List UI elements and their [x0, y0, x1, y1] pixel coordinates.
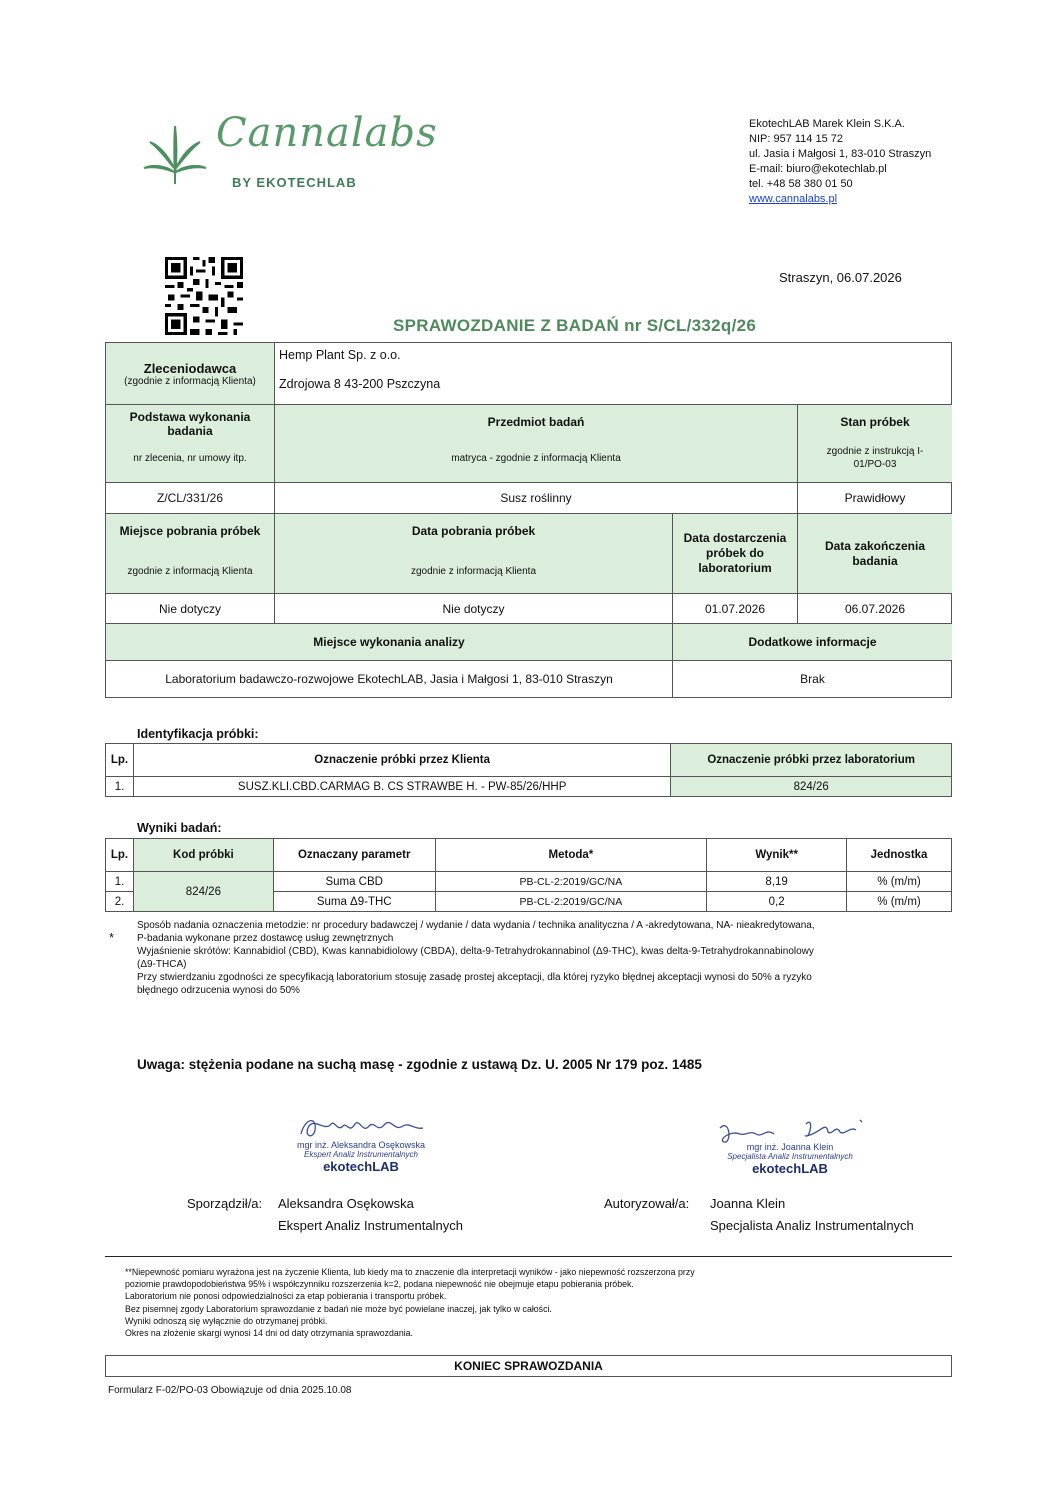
authorized-by-name: Joanna Klein [710, 1196, 786, 1211]
footer-line: Wyniki odnoszą się wyłącznie do otrzymanej próbki. [125, 1315, 328, 1326]
row-result: 8,19 [707, 872, 847, 892]
subject-header-cell [275, 405, 798, 483]
subject-header-sub: matryca - zgodnie z informacją Klienta [451, 453, 621, 464]
state-header-sub: zgodnie z instrukcją I-01/PO-03 [826, 446, 924, 470]
client-label-cell [106, 343, 275, 405]
left-stamp-name: mgr inż. Aleksandra Osękowska [296, 1140, 426, 1150]
footer-notes [125, 1266, 695, 1339]
left-stamp-role: Ekspert Analiz Instrumentalnych [304, 1150, 418, 1159]
company-line: E-mail: biuro@ekotechlab.pl [749, 163, 887, 175]
row-unit: % (m/m) [847, 872, 952, 892]
results-table [105, 838, 952, 912]
sampling-date-header-cell [275, 514, 673, 594]
report-date: Straszyn, 06.07.2026 [779, 270, 902, 285]
additional-info-header: Dodatkowe informacje [673, 624, 952, 661]
note-line: P-badania wykonane przez dostawcę usług zewnętrznych [137, 933, 394, 944]
authorized-by-label: Autoryzował/a: [604, 1196, 690, 1211]
basis-header-sub: nr zlecenia, nr umowy itp. [133, 453, 247, 464]
qr-code-icon [164, 257, 244, 335]
col-lp: Lp. [106, 744, 134, 777]
left-stamp-brand: ekotechLAB [323, 1159, 399, 1174]
basis-header-cell [106, 405, 275, 483]
row-sample-code: 824/26 [133, 872, 273, 912]
left-signature-stamp [286, 1112, 436, 1174]
client-name: Hemp Plant Sp. z o.o. [279, 348, 401, 362]
prepared-by-role: Ekspert Analiz Instrumentalnych [278, 1218, 463, 1233]
note-line: Przy stwierdzaniu zgodności ze specyfikacją laboratorium stosuję zasadę prostej akceptacji, dla której ryzyko błędnej akceptacji wynosi do 50% a ryzyko [137, 972, 812, 983]
row-lp: 1. [106, 872, 134, 892]
table-row [106, 872, 952, 892]
analysis-place-header: Miejsce wykonania analizy [106, 624, 673, 661]
col-client-code: Oznaczenie próbki przez Klienta [133, 744, 670, 777]
right-stamp-brand: ekotechLAB [752, 1161, 828, 1176]
row-lp: 2. [106, 892, 134, 912]
company-line: ul. Jasia i Małgosi 1, 83-010 Straszyn [749, 148, 932, 160]
results-label: Wyniki badań: [137, 821, 222, 835]
footer-line: Bez pisemnej zgody Laboratorium sprawozdanie z badań nie może być powielane inaczej, jak tylko w całości. [125, 1303, 552, 1314]
right-stamp-name: mgr inż. Joanna Klein [746, 1142, 834, 1152]
client-address: Zdrojowa 8 43-200 Pszczyna [279, 377, 441, 391]
sampling-date-header: Data pobrania próbek [411, 524, 536, 538]
row-method: PB-CL-2:2019/GC/NA [435, 872, 707, 892]
col-unit: Jednostka [847, 839, 952, 872]
row-unit: % (m/m) [847, 892, 952, 912]
basis-header: Podstawa wykonania badania [129, 410, 251, 438]
subject-value: Susz roślinny [275, 483, 798, 514]
form-id: Formularz F-02/PO-03 Obowiązuje od dnia 2025.10.08 [108, 1385, 352, 1396]
company-info [749, 117, 931, 207]
logo-wordmark: Cannalabs [216, 110, 438, 156]
footer-line: **Niepewność pomiaru wyrażona jest na życzenie Klienta, lub kiedy ma to znaczenie dla interpretacji wyników - jako niepewność rozszerzona przy [125, 1267, 695, 1277]
footer-divider [105, 1256, 952, 1257]
completion-date-header: Data zakończenia badania [798, 514, 952, 594]
row-result: 0,2 [707, 892, 847, 912]
row-parameter: Suma CBD [273, 872, 435, 892]
identification-table [105, 743, 952, 797]
note-line: (Δ9-THCA) [137, 959, 187, 970]
website-link[interactable]: www.cannalabs.pl [749, 193, 838, 205]
state-value: Prawidłowy [798, 483, 952, 514]
col-parameter: Oznaczany parametr [273, 839, 435, 872]
col-result: Wynik** [707, 839, 847, 872]
completion-date-value: 06.07.2026 [798, 594, 952, 624]
col-sample-code: Kod próbki [133, 839, 273, 872]
right-signature-stamp [710, 1114, 870, 1176]
identification-label: Identyfikacja próbki: [137, 727, 259, 741]
sampling-place-header-cell [106, 514, 275, 594]
sampling-date-value: Nie dotyczy [275, 594, 673, 624]
state-header-cell [798, 405, 952, 483]
note-line: Wyjaśnienie skrótów: Kannabidiol (CBD), Kwas kannabidiolowy (CBDA), delta-9-Tetrahydrokannabinol (Δ9-THC), kwas delta-9-Tetrahydrokannabinolowy [137, 946, 814, 957]
client-label-sub: (zgodnie z informacją Klienta) [124, 375, 256, 387]
footer-line: poziomie prawdopodobieństwa 95% i współczynniku rozszerzenia k=2, podana niepewność nie obejmuje etapu pobierania próbek. [125, 1279, 634, 1290]
sampling-place-value: Nie dotyczy [106, 594, 275, 624]
sampling-place-header: Miejsce pobrania próbek [119, 524, 261, 538]
row-client-code: SUSZ.KLI.CBD.CARMAG B. CS STRAWBE H. - PW-85/26/HHP [133, 777, 670, 797]
notes-asterisk: * [109, 930, 115, 945]
additional-info-value: Brak [800, 672, 825, 686]
logo-subtitle: BY EKOTECHLAB [232, 175, 357, 190]
client-label: Zleceniodawca [143, 360, 237, 376]
delivery-date-value: 01.07.2026 [673, 594, 798, 624]
delivery-date-header: Data dostarczenia próbek do laboratorium [673, 514, 798, 594]
prepared-by-label: Sporządził/a: [187, 1196, 263, 1211]
subject-header: Przedmiot badań [487, 415, 585, 429]
client-value-cell [275, 343, 952, 405]
note-line: Sposób nadania oznaczenia metodzie: nr procedury badawczej / wydanie / data wydania / technika analityczna / A -akredytowana, NA- nieakredytowana, [137, 920, 815, 931]
report-title: SPRAWOZDANIE Z BADAŃ nr S/CL/332q/26 [393, 316, 757, 335]
company-line: EkotechLAB Marek Klein S.K.A. [749, 118, 905, 130]
footer-line: Okres na złożenie skargi wynosi 14 dni od daty otrzymania sprawozdania. [125, 1328, 413, 1339]
table-row [106, 777, 952, 797]
col-lp: Lp. [106, 839, 134, 872]
row-lp: 1. [106, 777, 134, 797]
prepared-by-name: Aleksandra Osękowska [278, 1196, 414, 1211]
sampling-place-header-sub: zgodnie z informacją Klienta [127, 566, 253, 577]
basis-value: Z/CL/331/26 [106, 483, 275, 514]
analysis-place-value: Laboratorium badawczo-rozwojowe EkotechLAB, Jasia i Małgosi 1, 83-010 Straszyn [106, 661, 673, 697]
footer-line: Laboratorium nie ponosi odpowiedzialności za etap pobierania i transportu próbek. [125, 1291, 447, 1302]
row-parameter: Suma Δ9-THC [273, 892, 435, 912]
row-lab-code: 824/26 [671, 777, 952, 797]
end-of-report: KONIEC SPRAWOZDANIA [105, 1355, 952, 1377]
cannabis-leaf-icon [140, 118, 210, 184]
sampling-date-header-sub: zgodnie z informacją Klienta [410, 566, 537, 577]
report-info-grid [105, 342, 952, 698]
authorized-by-role: Specjalista Analiz Instrumentalnych [710, 1218, 914, 1233]
note-line: błędnego odrzucenia wynosi do 50% [137, 985, 300, 996]
row-method: PB-CL-2:2019/GC/NA [435, 892, 707, 912]
col-lab-code: Oznaczenie próbki przez laboratorium [671, 744, 952, 777]
method-notes [137, 919, 937, 997]
company-line: tel. +48 58 380 01 50 [749, 178, 853, 190]
dry-mass-note: Uwaga: stężenia podane na suchą masę - zgodnie z ustawą Dz. U. 2005 Nr 179 poz. 1485 [137, 1057, 702, 1072]
right-stamp-role: Specjalista Analiz Instrumentalnych [727, 1152, 853, 1161]
col-method: Metoda* [435, 839, 707, 872]
state-header: Stan próbek [840, 415, 910, 429]
company-line: NIP: 957 114 15 72 [749, 133, 843, 145]
